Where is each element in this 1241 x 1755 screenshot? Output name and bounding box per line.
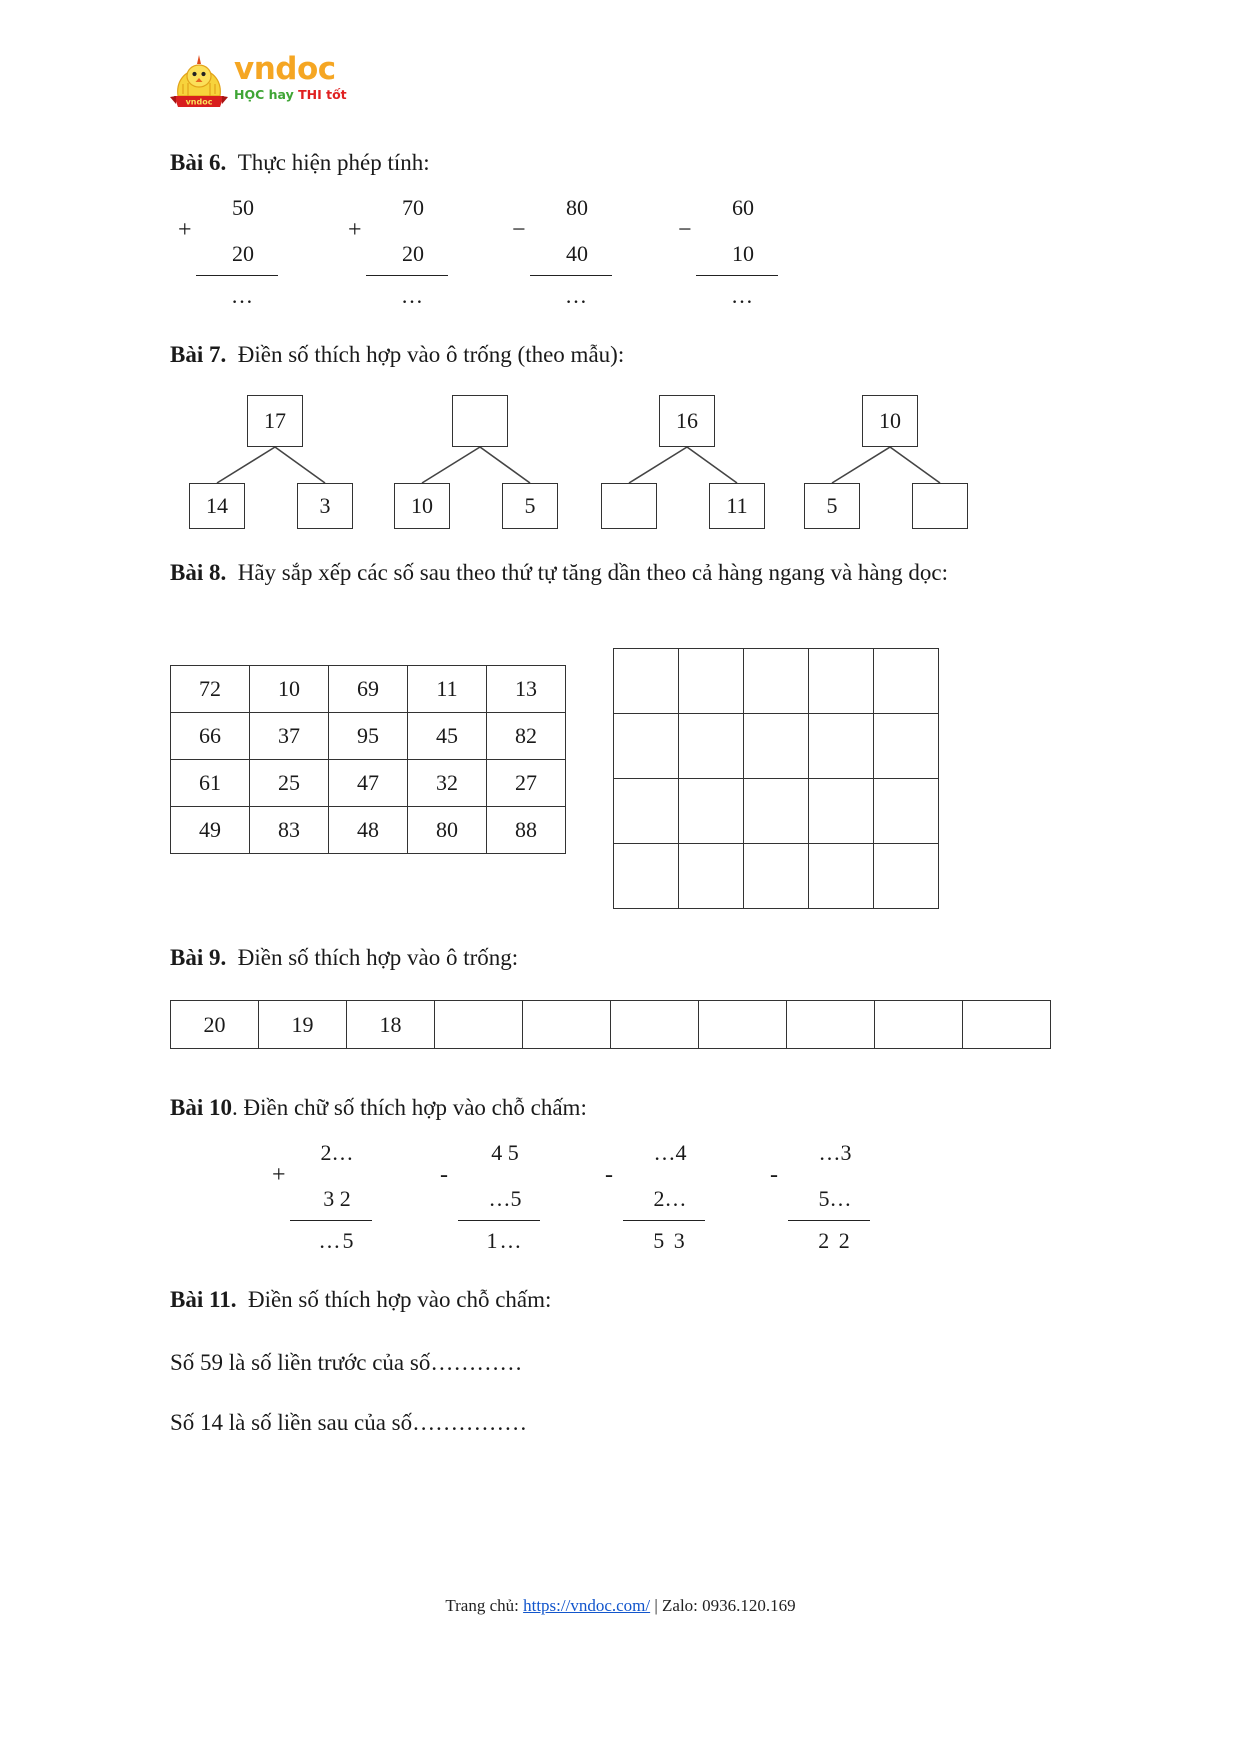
bai9-number: Bài 9.	[170, 945, 227, 970]
calc-operand-1: 80	[566, 195, 588, 220]
calc-operator: +	[272, 1162, 286, 1188]
calc-result-blank[interactable]: 2 2	[818, 1228, 852, 1253]
answer-cell[interactable]	[614, 714, 679, 779]
table-row	[171, 713, 566, 760]
calc-rule	[290, 1220, 372, 1221]
table-cell: 80	[408, 807, 487, 854]
table-cell: 48	[329, 807, 408, 854]
calc-operator: -	[605, 1162, 613, 1188]
calc-rule	[458, 1220, 540, 1221]
calc-operand-1: 60	[732, 195, 754, 220]
calc-operator: +	[348, 217, 362, 243]
strip-cell[interactable]: 18	[347, 1001, 435, 1049]
answer-cell[interactable]	[744, 779, 809, 844]
table-cell: 88	[487, 807, 566, 854]
calc-operand-2: 10	[732, 241, 754, 266]
bai8-source-table	[170, 665, 566, 854]
strip-cell[interactable]	[611, 1001, 699, 1049]
svg-text:vndoc: vndoc	[185, 97, 213, 107]
bai8-heading	[170, 552, 1000, 593]
bond-part-left-box[interactable]	[601, 483, 657, 529]
table-row	[171, 666, 566, 713]
table-cell: 10	[250, 666, 329, 713]
table-cell: 66	[171, 713, 250, 760]
bai7-number: Bài 7.	[170, 342, 227, 367]
footer-suffix: | Zalo: 0936.120.169	[650, 1596, 796, 1615]
answer-cell[interactable]	[809, 649, 874, 714]
calc-rule	[196, 275, 278, 276]
bai10-number: Bài 10	[170, 1095, 232, 1120]
table-row	[614, 844, 939, 909]
answer-cell[interactable]	[809, 779, 874, 844]
calc-result-blank[interactable]: …5	[318, 1228, 356, 1253]
tagline-hoc: HỌC	[234, 87, 265, 102]
table-cell: 49	[171, 807, 250, 854]
bai11-number: Bài 11.	[170, 1287, 237, 1312]
calc-result-blank[interactable]: …	[231, 283, 255, 308]
table-cell: 32	[408, 760, 487, 807]
calc-operator: -	[440, 1162, 448, 1188]
calc-operand-2[interactable]: 5…	[818, 1186, 852, 1211]
strip-cell[interactable]	[875, 1001, 963, 1049]
answer-cell[interactable]	[679, 779, 744, 844]
bai8-prompt: Hãy sắp xếp các số sau theo thứ tự tăng dần theo cả hàng ngang và hàng dọc:	[237, 560, 948, 585]
table-row	[614, 779, 939, 844]
table-row	[171, 807, 566, 854]
answer-cell[interactable]	[874, 714, 939, 779]
strip-cell[interactable]: 19	[259, 1001, 347, 1049]
answer-cell[interactable]	[744, 714, 809, 779]
answer-cell[interactable]	[874, 649, 939, 714]
bond-total-box[interactable]: 10	[862, 395, 918, 447]
table-cell: 27	[487, 760, 566, 807]
bond-part-right-box[interactable]: 3	[297, 483, 353, 529]
strip-cell[interactable]	[523, 1001, 611, 1049]
calc-rule	[696, 275, 778, 276]
calc-operator: -	[770, 1162, 778, 1188]
bai9-heading	[170, 940, 518, 976]
table-cell: 69	[329, 666, 408, 713]
bai8-number: Bài 8.	[170, 560, 227, 585]
strip-cell[interactable]	[787, 1001, 875, 1049]
tagline-tot: tốt	[326, 87, 347, 102]
calc-operand-2[interactable]: 2…	[653, 1186, 687, 1211]
bai7-prompt: Điền số thích hợp vào ô trống (theo mẫu):	[237, 342, 625, 367]
bai11-line-1[interactable]: Số 59 là số liền trước của số…………	[170, 1350, 523, 1375]
calc-operand-2[interactable]: …5	[488, 1186, 522, 1211]
calc-operand-2: 20	[232, 241, 254, 266]
calc-operand-1: 70	[402, 195, 424, 220]
answer-cell[interactable]	[809, 714, 874, 779]
bond-part-left-box[interactable]: 10	[394, 483, 450, 529]
answer-cell[interactable]	[809, 844, 874, 909]
calc-rule	[623, 1220, 705, 1221]
table-row	[171, 1001, 1051, 1049]
calc-operand-1[interactable]: …4	[653, 1140, 687, 1165]
number-bond	[597, 395, 777, 525]
table-cell: 11	[408, 666, 487, 713]
bai7-heading	[170, 337, 624, 373]
calc-operand-2: 40	[566, 241, 588, 266]
answer-cell[interactable]	[614, 844, 679, 909]
calc-operand-2[interactable]: 3 2	[323, 1186, 351, 1211]
tagline-thi: THI	[298, 87, 322, 102]
number-bond	[390, 395, 570, 525]
table-cell: 47	[329, 760, 408, 807]
bai10-prompt: . Điền chữ số thích hợp vào chỗ chấm:	[231, 1095, 587, 1120]
calc-operand-1: 50	[232, 195, 254, 220]
bai11-prompt: Điền số thích hợp vào chỗ chấm:	[247, 1287, 552, 1312]
answer-cell[interactable]	[679, 714, 744, 779]
footer-prefix: Trang chủ:	[445, 1596, 524, 1615]
bai11-line-2[interactable]: Số 14 là số liền sau của số……………	[170, 1410, 528, 1435]
tagline-hay: hay	[268, 87, 294, 102]
logo-wordmark: vndoc	[234, 51, 336, 87]
table-row	[614, 649, 939, 714]
page-footer	[0, 1596, 1241, 1616]
bond-part-left-box[interactable]: 14	[189, 483, 245, 529]
calc-rule	[788, 1220, 870, 1221]
table-cell: 83	[250, 807, 329, 854]
table-cell: 25	[250, 760, 329, 807]
vndoc-logo	[170, 52, 347, 110]
calc-result-blank[interactable]: 1…	[486, 1228, 524, 1253]
calc-operand-1[interactable]: 4 5	[491, 1140, 519, 1165]
logo-tagline	[234, 89, 347, 102]
calc-rule	[366, 275, 448, 276]
answer-cell[interactable]	[614, 779, 679, 844]
table-cell: 72	[171, 666, 250, 713]
table-cell: 95	[329, 713, 408, 760]
table-cell: 37	[250, 713, 329, 760]
bond-part-right-box[interactable]: 5	[502, 483, 558, 529]
number-bond	[800, 395, 980, 525]
table-cell: 61	[171, 760, 250, 807]
vndoc-link[interactable]: https://vndoc.com/	[523, 1596, 651, 1615]
calc-operator: −	[512, 217, 526, 243]
calc-operand-1[interactable]: 2…	[320, 1140, 354, 1165]
bond-part-right-box[interactable]	[912, 483, 968, 529]
strip-cell[interactable]	[435, 1001, 523, 1049]
logo-text-block	[234, 52, 347, 102]
bai9-number-strip	[170, 1000, 1051, 1049]
bai6-number: Bài 6.	[170, 150, 227, 175]
table-cell: 45	[408, 713, 487, 760]
strip-cell[interactable]	[699, 1001, 787, 1049]
answer-cell[interactable]	[679, 844, 744, 909]
calc-operand-1[interactable]: …3	[818, 1140, 852, 1165]
table-cell: 13	[487, 666, 566, 713]
bond-total-box[interactable]: 17	[247, 395, 303, 447]
calc-operator: +	[178, 217, 192, 243]
strip-cell[interactable]: 20	[171, 1001, 259, 1049]
number-bond	[185, 395, 365, 525]
chick-mascot-icon	[170, 52, 228, 110]
table-cell: 82	[487, 713, 566, 760]
bond-total-box[interactable]	[452, 395, 508, 447]
bond-part-left-box[interactable]: 5	[804, 483, 860, 529]
bai10-heading	[170, 1090, 587, 1126]
calc-rule	[530, 275, 612, 276]
strip-cell[interactable]	[963, 1001, 1051, 1049]
bai6-heading	[170, 145, 430, 181]
calc-result-blank[interactable]: …	[401, 283, 425, 308]
answer-cell[interactable]	[874, 779, 939, 844]
calc-operand-2: 20	[402, 241, 424, 266]
calc-result-blank[interactable]: …	[731, 283, 755, 308]
calc-result-blank[interactable]: …	[565, 283, 589, 308]
calc-result-blank[interactable]: 5 3	[653, 1228, 687, 1253]
answer-cell[interactable]	[744, 649, 809, 714]
bond-part-right-box[interactable]: 11	[709, 483, 765, 529]
bai8-answer-table	[613, 648, 939, 909]
answer-cell[interactable]	[744, 844, 809, 909]
bai9-prompt: Điền số thích hợp vào ô trống:	[237, 945, 519, 970]
answer-cell[interactable]	[874, 844, 939, 909]
table-row	[614, 714, 939, 779]
bai6-prompt: Thực hiện phép tính:	[237, 150, 430, 175]
calc-operator: −	[678, 217, 692, 243]
bai11-heading	[170, 1282, 551, 1318]
bond-total-box[interactable]: 16	[659, 395, 715, 447]
answer-cell[interactable]	[679, 649, 744, 714]
table-row	[171, 760, 566, 807]
answer-cell[interactable]	[614, 649, 679, 714]
